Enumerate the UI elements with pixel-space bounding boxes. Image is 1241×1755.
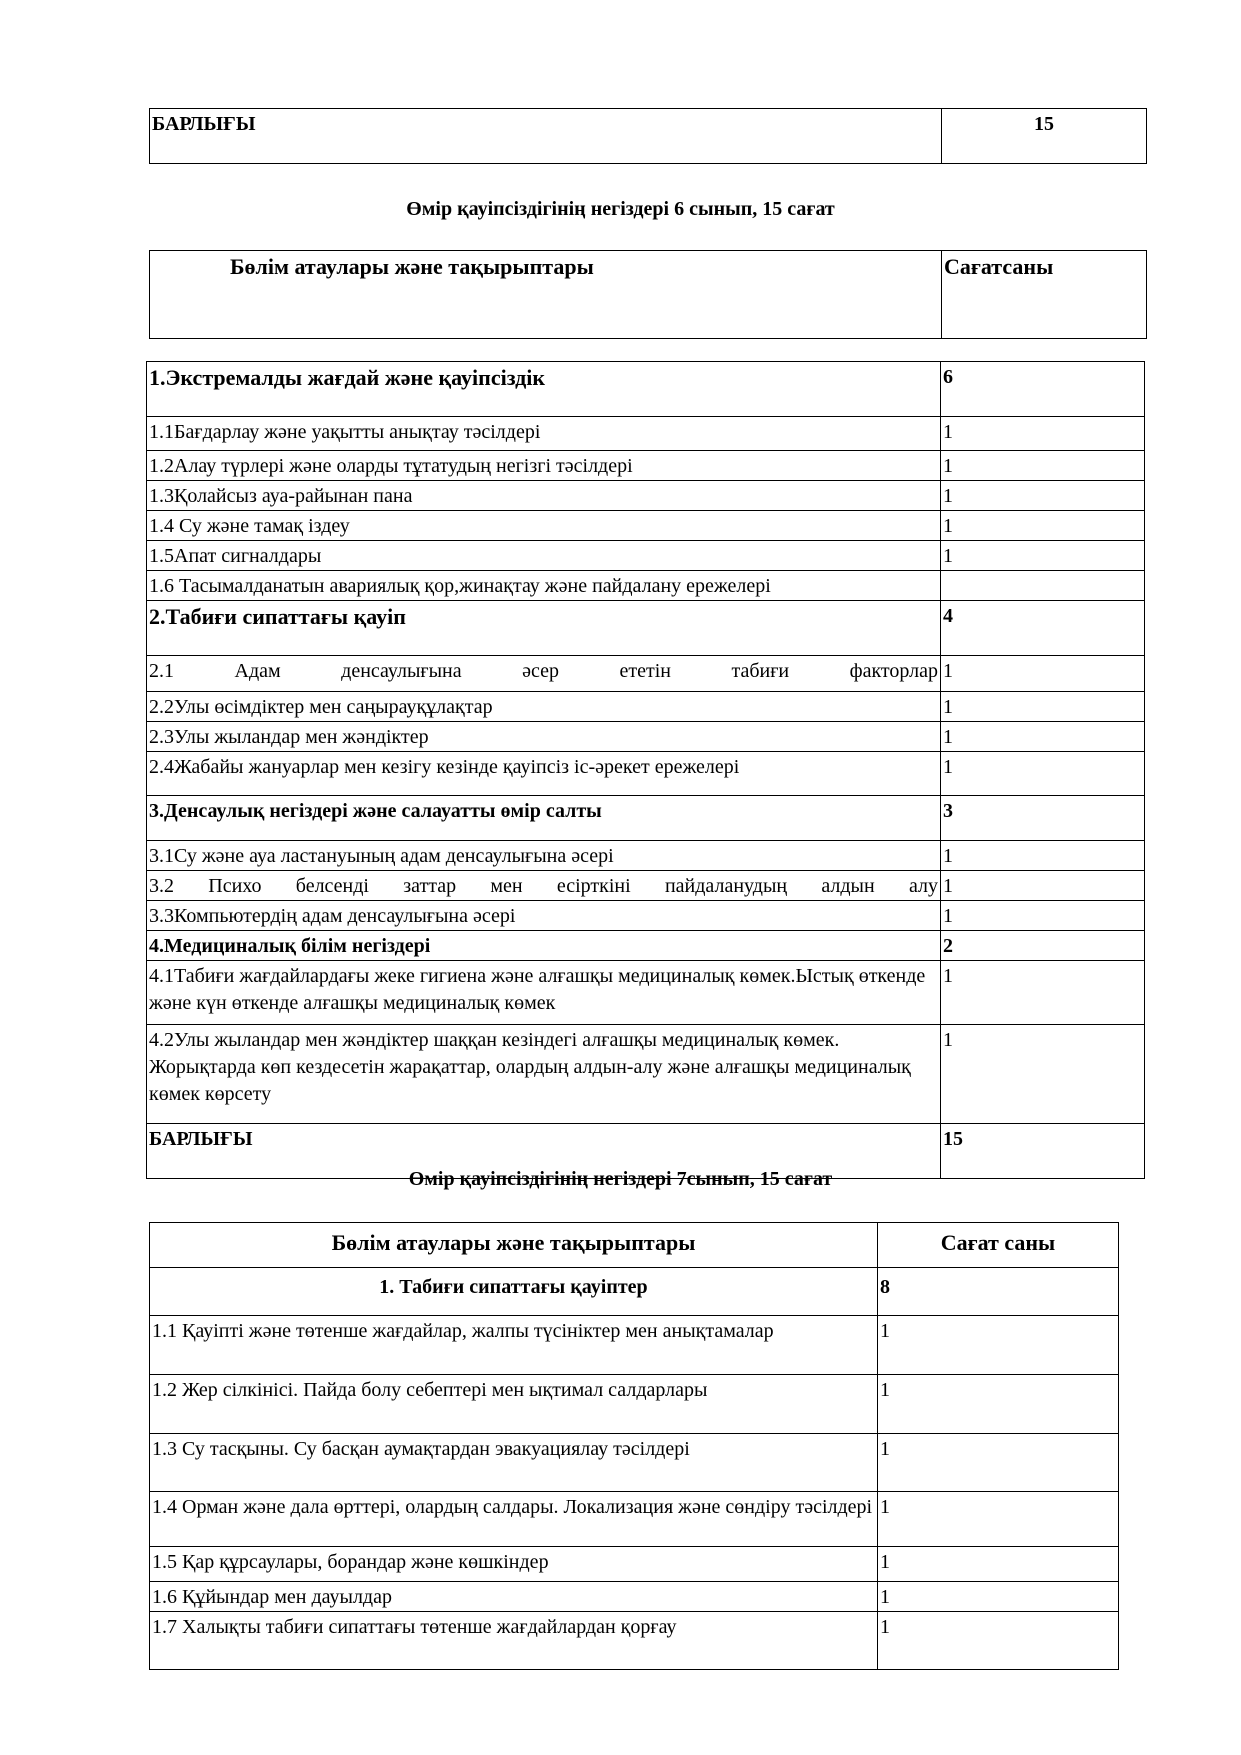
- hours-cell: 1: [941, 901, 1145, 931]
- table-row: [147, 752, 1145, 796]
- table-row: [147, 362, 1145, 417]
- section-title: 2.Табиғи сипаттағы қауіп: [147, 601, 941, 656]
- total-value: 15: [941, 1124, 1145, 1179]
- grade6-col2-header: Сағатсаны: [942, 251, 1147, 339]
- hours-cell: 1: [941, 511, 1145, 541]
- grade7-table: [149, 1222, 1119, 1670]
- table-row: [150, 1547, 1119, 1582]
- hours-cell: 1: [941, 656, 1145, 692]
- grade7-heading: Өмір қауіпсіздігінің негіздері 7сынып, 15 сағат: [408, 1168, 833, 1190]
- hours-cell: 1: [878, 1316, 1119, 1375]
- hours-cell: 1: [878, 1582, 1119, 1612]
- top-total-table: [149, 108, 1147, 164]
- grade7-col2-header: Сағат саны: [878, 1223, 1119, 1268]
- total-value: 15: [942, 109, 1147, 164]
- grade6-col1-header: Бөлім атаулары және тақырыптары: [150, 251, 942, 339]
- table-row: [147, 656, 1145, 692]
- grade7-col1-header: Бөлім атаулары және тақырыптары: [150, 1223, 878, 1268]
- table-row: [150, 1492, 1119, 1547]
- section-title: 1.Экстремалды жағдай және қауіпсіздік: [147, 362, 941, 417]
- hours-cell: 1: [878, 1434, 1119, 1492]
- hours-cell: 4: [941, 601, 1145, 656]
- topic-cell: 2.1 Адам денсаулығына әсер ететін табиғи факторлар: [147, 656, 941, 692]
- table-row: [147, 796, 1145, 841]
- topic-cell: 1.5 Қар құрсаулары, борандар және көшкіндер: [150, 1547, 878, 1582]
- hours-cell: 1: [941, 722, 1145, 752]
- topic-cell: 4.1Табиғи жағдайлардағы жеке гигиена және алғашқы медициналық көмек.Ыстық өткенде және күн өткенде алғашқы медициналық көмек: [147, 961, 941, 1025]
- section-title: 1. Табиғи сипаттағы қауіптер: [150, 1268, 878, 1316]
- table-row: [147, 541, 1145, 571]
- hours-cell: 1: [941, 752, 1145, 796]
- table-row: [147, 871, 1145, 901]
- topic-cell: 3.3Компьютердің адам денсаулығына әсері: [147, 901, 941, 931]
- hours-cell: 1: [941, 871, 1145, 901]
- hours-cell: 6: [941, 362, 1145, 417]
- topic-cell: 1.2 Жер сілкінісі. Пайда болу себептері мен ықтимал салдарлары: [150, 1375, 878, 1434]
- topic-cell: 1.4 Орман және дала өрттері, олардың салдары. Локализация және сөндіру тәсілдері: [150, 1492, 878, 1547]
- table-row: [150, 1316, 1119, 1375]
- hours-cell: 1: [941, 841, 1145, 871]
- grade6-table: [146, 361, 1145, 1179]
- hours-cell: 2: [941, 931, 1145, 961]
- table-row: [147, 511, 1145, 541]
- table-row: [150, 1223, 1119, 1268]
- hours-cell: 1: [941, 961, 1145, 1025]
- table-row: [147, 901, 1145, 931]
- table-row: [147, 571, 1145, 601]
- hours-cell: 3: [941, 796, 1145, 841]
- total-label: БАРЛЫҒЫ: [150, 109, 942, 164]
- table-row: [147, 1025, 1145, 1124]
- topic-cell: 1.1 Қауіпті және төтенше жағдайлар, жалпы түсініктер мен анықтамалар: [150, 1316, 878, 1375]
- table-row: [147, 451, 1145, 481]
- topic-cell: 1.7 Халықты табиғи сипаттағы төтенше жағдайлардан қорғау: [150, 1612, 878, 1670]
- hours-cell: 1: [878, 1492, 1119, 1547]
- grade6-header-table: [149, 250, 1147, 339]
- hours-cell: 1: [878, 1612, 1119, 1670]
- table-row: [147, 961, 1145, 1025]
- hours-cell: 1: [941, 1025, 1145, 1124]
- hours-cell: 8: [878, 1268, 1119, 1316]
- topic-cell: 2.2Улы өсімдіктер мен саңырауқұлақтар: [147, 692, 941, 722]
- table-row: [150, 1582, 1119, 1612]
- hours-cell: 1: [878, 1375, 1119, 1434]
- table-row: [150, 1268, 1119, 1316]
- topic-cell: 4.2Улы жыландар мен жәндіктер шаққан кезіндегі алғашқы медициналық көмек. Жорықтарда көп кездесетін жарақаттар, олардың алдын-алу және алғашқы медициналық көмек көрсету: [147, 1025, 941, 1124]
- hours-cell: 1: [878, 1547, 1119, 1582]
- topic-cell: 1.2Алау түрлері және оларды тұтатудың негізгі тәсілдері: [147, 451, 941, 481]
- total-label: БАРЛЫҒЫ: [147, 1124, 941, 1179]
- hours-cell: 1: [941, 417, 1145, 451]
- table-row: [147, 481, 1145, 511]
- table-row: [147, 931, 1145, 961]
- table-row: [150, 1375, 1119, 1434]
- topic-cell: 1.5Апат сигналдары: [147, 541, 941, 571]
- topic-cell: 3.1Су және ауа ластануының адам денсаулығына әсері: [147, 841, 941, 871]
- table-row: [147, 692, 1145, 722]
- topic-cell: 1.3 Су тасқыны. Су басқан аумақтардан эвакуациялау тәсілдері: [150, 1434, 878, 1492]
- hours-cell: [941, 571, 1145, 601]
- topic-cell: 1.1Бағдарлау және уақытты анықтау тәсілдері: [147, 417, 941, 451]
- hours-cell: 1: [941, 481, 1145, 511]
- table-row: [147, 601, 1145, 656]
- table-row: [150, 1612, 1119, 1670]
- topic-cell: 2.3Улы жыландар мен жәндіктер: [147, 722, 941, 752]
- grade6-heading: Өмір қауіпсіздігінің негіздері 6 сынып, 15 сағат: [406, 198, 835, 220]
- topic-cell: 1.3Қолайсыз ауа-райынан пана: [147, 481, 941, 511]
- topic-cell: 3.2 Психо белсенді заттар мен есірткіні пайдаланудың алдын алу: [147, 871, 941, 901]
- topic-cell: 2.4Жабайы жануарлар мен кезігу кезінде қауіпсіз іс-әрекет ережелері: [147, 752, 941, 796]
- table-row: [147, 841, 1145, 871]
- topic-cell: 1.4 Су және тамақ іздеу: [147, 511, 941, 541]
- hours-cell: 1: [941, 541, 1145, 571]
- table-row: [150, 1434, 1119, 1492]
- hours-cell: 1: [941, 451, 1145, 481]
- table-row: [147, 417, 1145, 451]
- section-title: 4.Медициналық білім негіздері: [147, 931, 941, 961]
- topic-cell: 1.6 Құйындар мен дауылдар: [150, 1582, 878, 1612]
- section-title: 3.Денсаулық негіздері және салауатты өмір салты: [147, 796, 941, 841]
- table-row: [147, 722, 1145, 752]
- topic-cell: 1.6 Тасымалданатын авариялық қор,жинақтау және пайдалану ережелері: [147, 571, 941, 601]
- hours-cell: 1: [941, 692, 1145, 722]
